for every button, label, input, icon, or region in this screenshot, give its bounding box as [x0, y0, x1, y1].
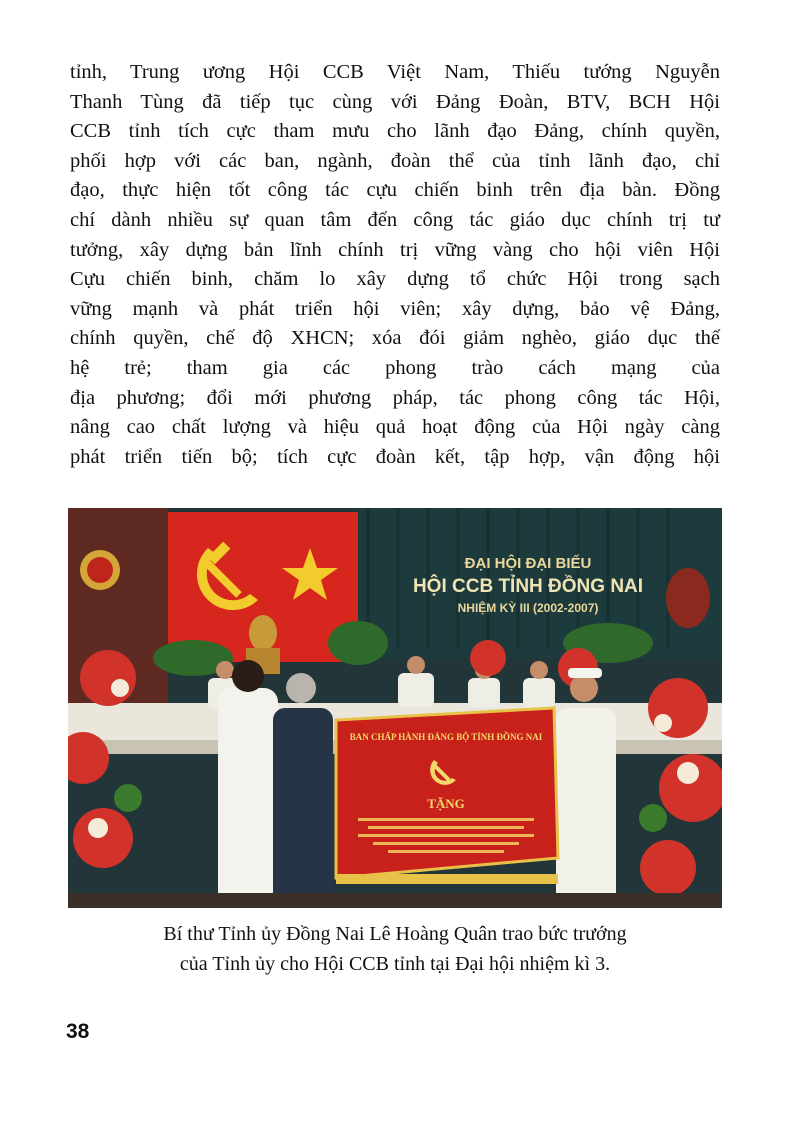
body-line: Cựu chiến binh, chăm lo xây dựng tổ chức Hội trong sạch — [70, 268, 720, 291]
caption-line1: Bí thư Tỉnh ủy Đồng Nai Lê Hoàng Quân trao bức trướng — [163, 923, 627, 945]
body-line: vững mạnh và phát triển hội viên; xây dựng, bảo vệ Đảng, — [70, 297, 720, 320]
body-line: CCB tỉnh tích cực tham mưu cho lãnh đạo Đảng, chính quyền, — [70, 120, 720, 143]
body-line: tỉnh, Trung ương Hội CCB Việt Nam, Thiếu tướng Nguyễn — [70, 61, 720, 83]
body-line: chí dành nhiều sự quan tâm đến công tác giáo dục chính trị tư — [70, 208, 720, 231]
body-line: chính quyền, chế độ XHCN; xóa đói giảm nghèo, giáo dục thế — [70, 327, 720, 350]
body-line: phối hợp với các ban, ngành, đoàn thể của tỉnh lãnh đạo, chỉ — [70, 149, 720, 172]
body-line: Thanh Tùng đã tiếp tục cùng với Đảng Đoàn, BTV, BCH Hội — [70, 90, 720, 113]
banner-line1: ĐẠI HỘI ĐẠI BIỂU — [464, 555, 592, 572]
banner-line3: NHIỆM KỲ III (2002-2007) — [457, 601, 599, 615]
body-line: đạo, thực hiện tốt công tác cựu chiến binh trên địa bàn. Đồng — [70, 179, 720, 202]
banner-line2: HỘI CCB TỈNH ĐỒNG NAI — [412, 576, 644, 597]
pennant-title: TẶNG — [427, 796, 465, 811]
body-line: hệ trẻ; tham gia các phong trào cách mạng của — [70, 356, 720, 379]
body-text — [70, 58, 720, 472]
body-line: phát triển tiến bộ; tích cực đoàn kết, tập hợp, vận động hội — [70, 445, 720, 468]
page-number: 38 — [66, 1020, 90, 1043]
congress-photo — [68, 508, 722, 908]
caption-line2: của Tỉnh ủy cho Hội CCB tỉnh tại Đại hội nhiệm kì 3. — [179, 953, 611, 975]
body-line: tưởng, xây dựng bản lĩnh chính trị vững vàng cho hội viên Hội — [70, 238, 720, 261]
photo-caption — [68, 919, 722, 979]
pennant-header: BAN CHẤP HÀNH ĐẢNG BỘ TỈNH ĐỒNG NAI — [349, 732, 543, 742]
body-line: nâng cao chất lượng và hiệu quả hoạt động của Hội ngày càng — [70, 416, 720, 439]
body-line: địa phương; đổi mới phương pháp, tác phong công tác Hội, — [70, 386, 720, 409]
